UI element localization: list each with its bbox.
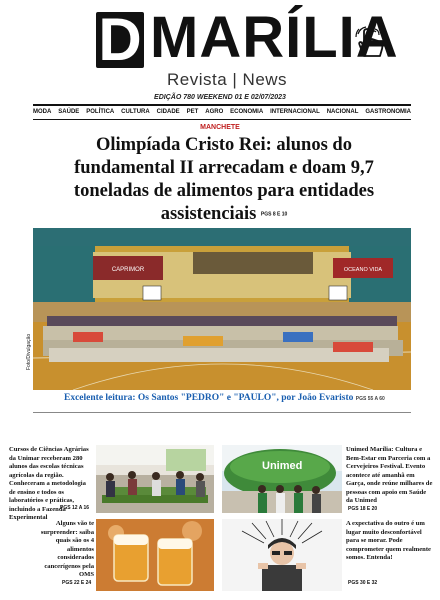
logo-mark[interactable]: D <box>96 12 144 68</box>
nav-item-pet[interactable]: PET <box>186 109 199 115</box>
story-unimed-text[interactable]: Unimed Marília: Cultura e Bem-Estar em Parceria com a Cervejeiros Festival. Evento acontece até amanhã em Garça, onde reúne milhares de pessoas com apoio em Saúde da Unimed <box>346 446 433 504</box>
read-rule <box>33 412 411 413</box>
story-expectation-text[interactable]: A expectativa do outro é um lugar muito desconfortável para se morar. Pode comprometer quem realmente somos. Entenda! <box>346 520 431 561</box>
logo-subtitle: Revista | News <box>167 70 288 89</box>
story-expectation-pages: PGS 30 E 32 <box>348 580 378 586</box>
featured-read-link[interactable]: Excelente leitura: Os Santos "PEDRO" e "PAULO", por João Evaristo PGS 55 A 60 <box>64 393 385 403</box>
main-photo[interactable] <box>33 228 411 390</box>
pointer-hand-icon[interactable] <box>350 26 390 60</box>
story-unimar-photo[interactable] <box>96 445 214 513</box>
nav-item-gastronomia[interactable]: GASTRONOMIA <box>365 109 411 115</box>
nav-rule <box>33 119 411 120</box>
edition-line: EDIÇÃO 780 WEEKEND 01 E 02/07/2023 <box>154 94 286 101</box>
banner-oceano-vida: OCEANO VIDA <box>343 267 383 273</box>
story-unimar-text[interactable]: Cursos de Ciências Agrárias da Unimar receberam 280 alunos das escolas técnicas agrícolas da região. Conheceram a metodologia de ensino e todos os laboratórios e práticas, incluindo a Fazenda Experimental <box>9 446 89 521</box>
nav-item-saude[interactable]: SAÚDE <box>58 109 80 115</box>
top-rule <box>33 104 411 106</box>
story-foods-text[interactable]: Alguns vão te surpreender: saiba quais são os 4 alimentos considerados cancerígenos pela OMS <box>40 520 94 578</box>
nav-item-internacional[interactable]: INTERNACIONAL <box>270 109 320 115</box>
nav-item-agro[interactable]: AGRO <box>205 109 224 115</box>
unimed-balloon-text: Unimed <box>262 460 303 472</box>
story-unimed-pages: PGS 18 E 20 <box>348 506 378 512</box>
story-unimar-pages: PGS 12 A 16 <box>60 505 90 511</box>
story-foods-pages: PGS 22 E 24 <box>62 580 92 586</box>
story-foods-photo[interactable] <box>96 519 214 591</box>
nav-item-politica[interactable]: POLÍTICA <box>86 109 115 115</box>
nav-item-nacional[interactable]: NACIONAL <box>326 109 359 115</box>
story-unimed-photo[interactable] <box>222 445 342 513</box>
section-nav <box>33 107 411 118</box>
section-kicker: MANCHETE <box>200 124 240 131</box>
photo-credit: Foto/Divulgação <box>26 333 32 370</box>
nav-item-economia[interactable]: ECONOMIA <box>230 109 264 115</box>
nav-item-moda[interactable]: MODA <box>33 109 52 115</box>
headline-pages: PGS 8 E 10 <box>260 211 288 218</box>
masthead <box>0 0 440 104</box>
nav-item-cultura[interactable]: CULTURA <box>121 109 150 115</box>
featured-read-pages: PGS 55 A 60 <box>355 396 385 402</box>
logo-name[interactable]: MARÍLIA <box>150 5 399 70</box>
nav-item-cidade[interactable]: CIDADE <box>156 109 180 115</box>
main-headline[interactable]: Olimpíada Cristo Rei: alunos do fundamental II arrecadam e doam 9,7 toneladas de alimentos para entidades assistenciais PGS 8 E 10 <box>73 135 375 224</box>
banner-caprimor: CAPRIMOR <box>111 267 145 273</box>
story-expectation-photo[interactable] <box>222 519 342 591</box>
